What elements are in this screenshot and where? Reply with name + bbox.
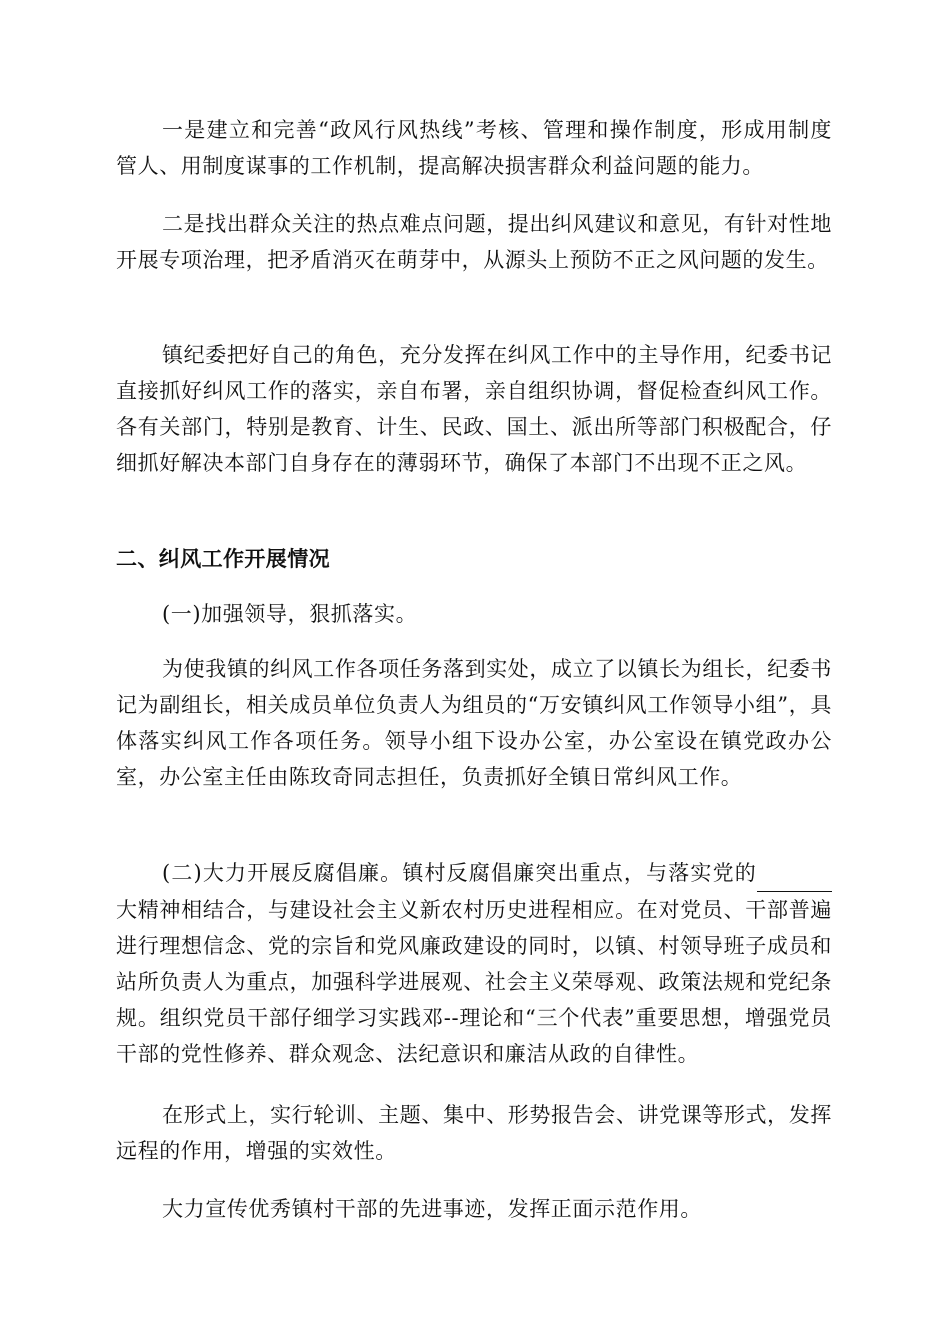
paragraph-7: 大力宣传优秀镇村干部的先进事迹，发挥正面示范作用。 [162,1197,702,1221]
section-heading-2: 二、纠风工作开展情况 [116,547,330,571]
fill-blank [757,855,832,892]
paragraph-1: 一是建立和完善“政风行风热线”考核、管理和操作制度，形成用制度管人、用制度谋事的工作机制，提高解决损害群众利益问题的能力。 [116,118,832,178]
subheading-1: (一)加强领导，狠抓落实。 [162,602,418,626]
paragraph-5-part-b: 大精神相结合，与建设社会主义新农村历史进程相应。在对党员、干部普遍进行理想信念、党的宗旨和党风廉政建设的同时，以镇、村领导班子成员和站所负责人为重点，加强科学进展观、社会主义荣辱观、政策法规和党纪条规。组织党员干部仔细学习实践邓--理论和“三个代表”重要思想，增强党员干部的党性修养、群众观念、法纪意识和廉洁从政的自律性。 [116,898,832,1066]
paragraph-5 [116,855,832,1072]
paragraph-2: 二是找出群众关注的热点难点问题，提出纠风建议和意见，有针对性地开展专项治理，把矛盾消灭在萌芽中，从源头上预防不正之风问题的发生。 [116,212,832,272]
paragraph-3: 镇纪委把好自己的角色，充分发挥在纠风工作中的主导作用，纪委书记直接抓好纠风工作的落实，亲自布署，亲自组织协调，督促检查纠风工作。各有关部门，特别是教育、计生、民政、国土、派出所等部门积极配合，仔细抓好解决本部门自身存在的薄弱环节，确保了本部门不出现不正之风。 [116,343,832,475]
paragraph-4: 为使我镇的纠风工作各项任务落到实处，成立了以镇长为组长，纪委书记为副组长，相关成员单位负责人为组员的“万安镇纠风工作领导小组”，具体落实纠风工作各项任务。领导小组下设办公室，办公室设在镇党政办公室，办公室主任由陈玫奇同志担任，负责抓好全镇日常纠风工作。 [116,657,832,789]
paragraph-5-part-a: (二)大力开展反腐倡廉。镇村反腐倡廉突出重点，与落实党的 [162,861,757,885]
paragraph-6: 在形式上，实行轮训、主题、集中、形势报告会、讲党课等形式，发挥远程的作用，增强的实效性。 [116,1103,832,1163]
